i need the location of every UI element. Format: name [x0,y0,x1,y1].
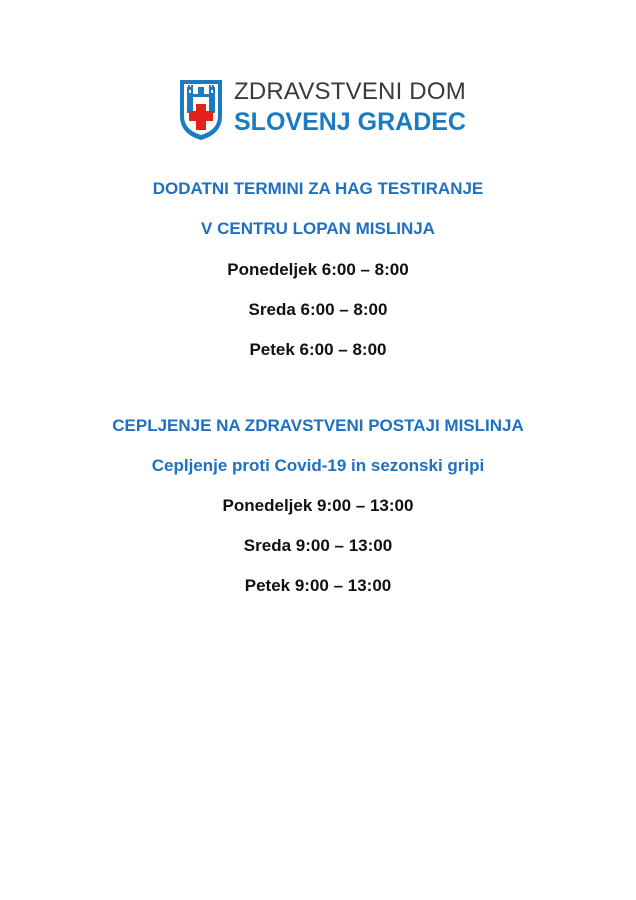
zd-slovenj-gradec-logo [178,76,478,142]
vaccination-time-wednesday: Sreda 9:00 – 13:00 [243,536,393,555]
testing-location: V CENTRU LOPAN MISLINJA [201,219,435,238]
testing-time-wednesday: Sreda 6:00 – 8:00 [248,300,388,319]
vaccination-subheading: Cepljenje proti Covid-19 in sezonski gripi [151,456,485,475]
testing-time-monday: Ponedeljek 6:00 – 8:00 [227,260,409,279]
vaccination-heading: CEPLJENJE NA ZDRAVSTVENI POSTAJI MISLINJA [112,416,524,435]
logo-subtitle: SLOVENJ GRADEC [234,108,466,136]
vaccination-time-friday: Petek 9:00 – 13:00 [244,576,392,595]
logo-title: ZDRAVSTVENI DOM [234,78,466,105]
vaccination-time-monday: Ponedeljek 9:00 – 13:00 [222,496,414,515]
coat-of-arms-icon [178,76,224,142]
testing-heading: DODATNI TERMINI ZA HAG TESTIRANJE [152,179,484,198]
testing-time-friday: Petek 6:00 – 8:00 [249,340,387,359]
